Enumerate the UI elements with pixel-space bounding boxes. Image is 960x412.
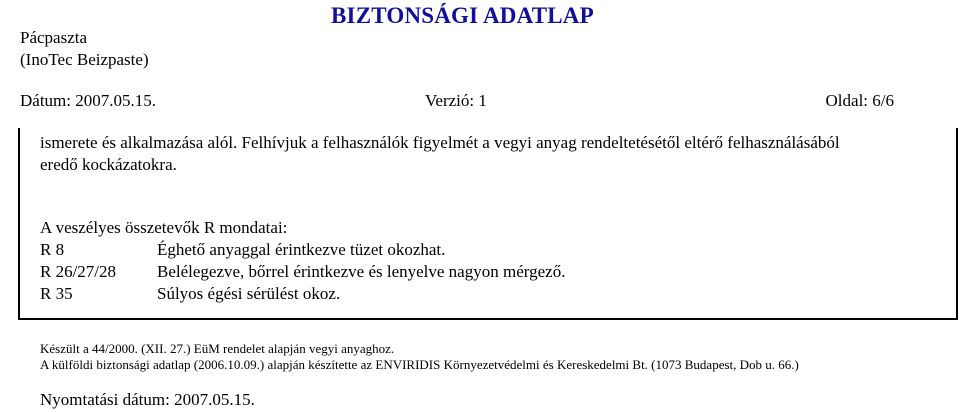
page-number: Oldal: 6/6 (825, 91, 894, 110)
r-phrase-text: Éghető anyaggal érintkezve tüzet okozhat. (157, 240, 446, 259)
product-name: Pácpaszta (20, 28, 88, 47)
document-title: BIZTONSÁGI ADATLAP (331, 3, 594, 28)
r-phrase-code: R 8 (40, 240, 65, 259)
print-date: Nyomtatási dátum: 2007.05.15. (40, 390, 255, 409)
regulation-note: Készült a 44/2000. (XII. 27.) EüM rendelet alapján vegyi anyaghoz. (40, 341, 395, 356)
r-phrase-text: Belélegezve, bőrrel érintkezve és lenyelve nagyon mérgező. (157, 262, 566, 281)
document-version: Verzió: 1 (425, 91, 487, 110)
paragraph-line: ismerete és alkalmazása alól. Felhívjuk a felhasználók figyelmét a vegyi anyag rendeltetésétől eltérő felhasználásából (40, 133, 840, 152)
document-date: Dátum: 2007.05.15. (20, 91, 156, 110)
paragraph-line: eredő kockázatokra. (40, 155, 177, 174)
r-phrases-heading: A veszélyes összetevők R mondatai: (40, 218, 288, 237)
r-phrase-code: R 35 (40, 284, 73, 303)
r-phrase-code: R 26/27/28 (40, 262, 117, 281)
product-subtitle: (InoTec Beizpaste) (20, 50, 149, 69)
r-phrase-text: Súlyos égési sérülést okoz. (157, 284, 341, 303)
source-note: A külföldi biztonsági adatlap (2006.10.09.) alapján készítette az ENVIRIDIS Környezetvédelmi és Kereskedelmi Bt. (1073 Budapest, Dob u. 66.) (40, 357, 799, 372)
